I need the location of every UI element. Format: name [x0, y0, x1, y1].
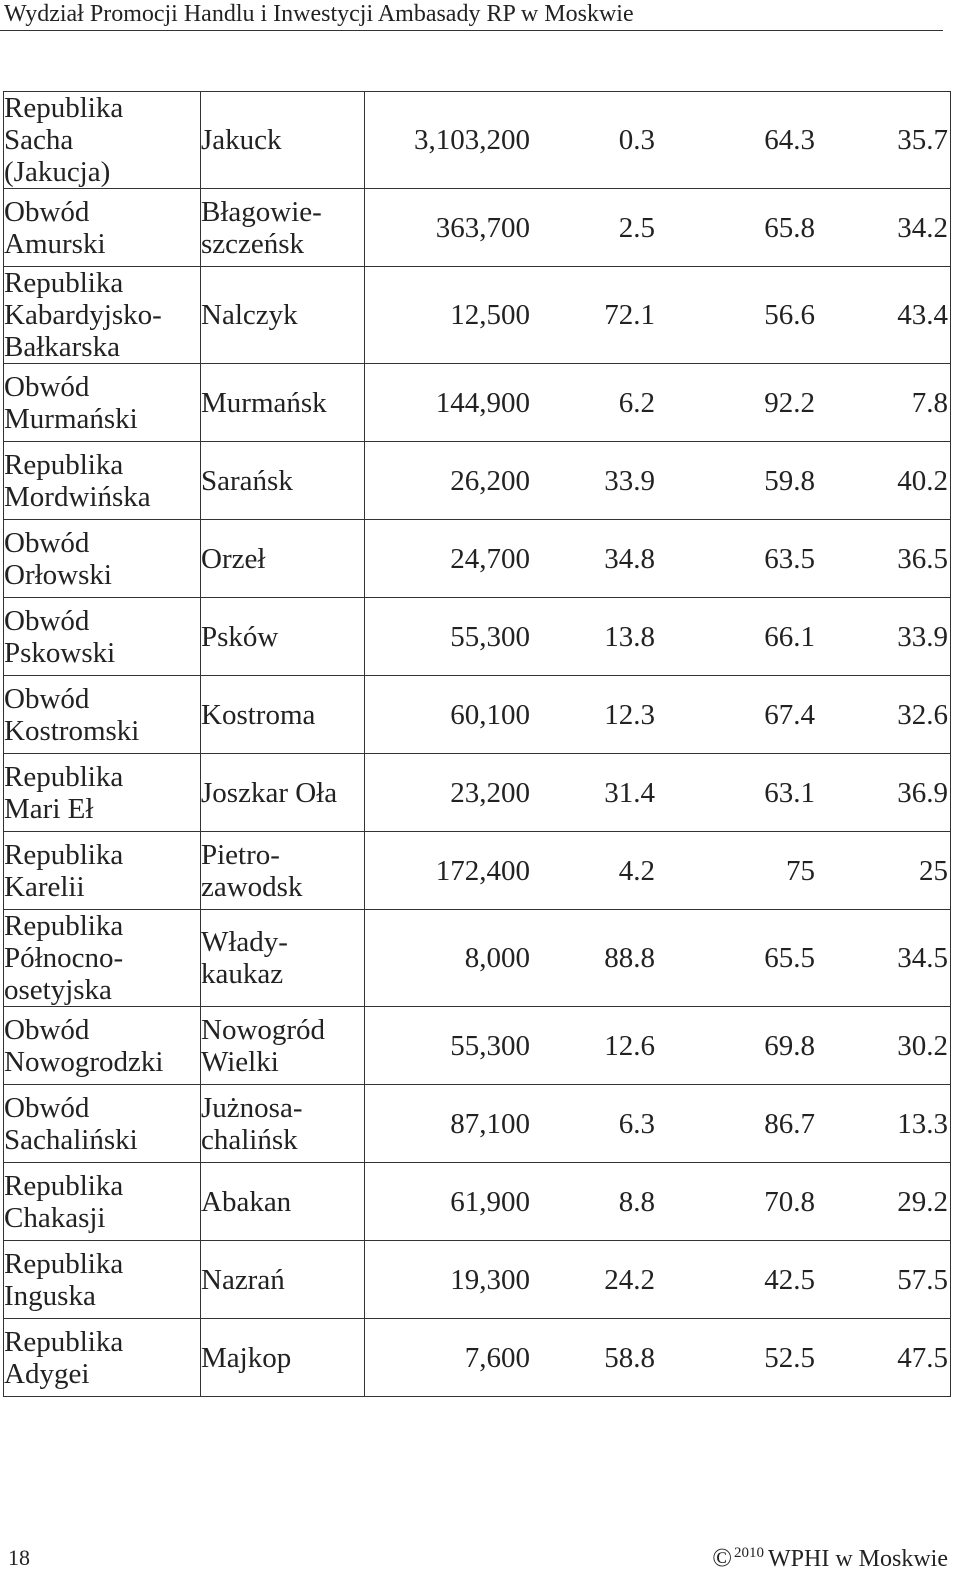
population-value: 61,900	[450, 1185, 530, 1218]
value-2: 69.8	[764, 1029, 815, 1062]
value-3: 30.2	[897, 1029, 948, 1062]
value-1: 4.2	[618, 854, 655, 887]
value-3: 36.9	[897, 776, 948, 809]
value-1: 6.2	[618, 386, 655, 419]
region-cell: Republika Adygei	[4, 1319, 201, 1397]
value-1: 24.2	[604, 1263, 655, 1296]
population-value: 55,300	[450, 620, 530, 653]
table-row	[4, 1319, 951, 1397]
values-cell	[365, 442, 951, 520]
population-value: 60,100	[450, 698, 530, 731]
city-cell: Włady- kaukaz	[201, 910, 365, 1007]
population-value: 12,500	[450, 299, 530, 331]
population-value: 26,200	[450, 464, 530, 497]
city-cell: Nowogród Wielki	[201, 1007, 365, 1085]
values-cell	[365, 1241, 951, 1319]
page-header	[0, 0, 943, 31]
population-value: 23,200	[450, 776, 530, 809]
value-2: 70.8	[764, 1185, 815, 1218]
region-cell: Republika Sacha (Jakucja)	[4, 92, 201, 189]
city-cell: Abakan	[201, 1163, 365, 1241]
footer-copyright	[712, 1543, 948, 1573]
table-row	[4, 1163, 951, 1241]
city-cell: Kostroma	[201, 676, 365, 754]
region-cell: Obwód Nowogrodzki	[4, 1007, 201, 1085]
city-cell: Nalczyk	[201, 267, 365, 364]
region-cell: Obwód Murmański	[4, 364, 201, 442]
city-cell: Orzeł	[201, 520, 365, 598]
table-row	[4, 1007, 951, 1085]
population-value: 8,000	[464, 942, 530, 974]
value-2: 63.5	[764, 542, 815, 575]
copyright-icon: ©	[712, 1543, 732, 1572]
table-row	[4, 832, 951, 910]
city-cell: Psków	[201, 598, 365, 676]
value-3: 34.5	[897, 942, 948, 974]
table-row	[4, 520, 951, 598]
value-1: 72.1	[604, 299, 655, 331]
values-cell	[365, 910, 951, 1007]
table-row	[4, 92, 951, 189]
value-3: 33.9	[897, 620, 948, 653]
value-3: 36.5	[897, 542, 948, 575]
region-cell: Republika Północno- osetyjska	[4, 910, 201, 1007]
table-row	[4, 754, 951, 832]
table-row	[4, 189, 951, 267]
value-1: 6.3	[618, 1107, 655, 1140]
region-cell: Obwód Pskowski	[4, 598, 201, 676]
table-row	[4, 364, 951, 442]
region-cell: Republika Mari Eł	[4, 754, 201, 832]
value-3: 32.6	[897, 698, 948, 731]
region-cell: Republika Karelii	[4, 832, 201, 910]
value-3: 57.5	[897, 1263, 948, 1296]
value-1: 13.8	[604, 620, 655, 653]
table-row	[4, 1241, 951, 1319]
value-3: 40.2	[897, 464, 948, 497]
population-value: 7,600	[464, 1341, 530, 1374]
city-cell: Jużnosa- chalińsk	[201, 1085, 365, 1163]
page-number: 18	[8, 1545, 30, 1570]
value-1: 88.8	[604, 942, 655, 974]
value-3: 47.5	[897, 1341, 948, 1374]
value-1: 12.6	[604, 1029, 655, 1062]
population-value: 3,103,200	[414, 124, 530, 156]
region-cell: Republika Kabardyjsko- Bałkarska	[4, 267, 201, 364]
value-3: 35.7	[897, 124, 948, 156]
city-cell: Joszkar Oła	[201, 754, 365, 832]
region-cell: Republika Inguska	[4, 1241, 201, 1319]
value-1: 34.8	[604, 542, 655, 575]
value-2: 92.2	[764, 386, 815, 419]
region-cell: Republika Chakasji	[4, 1163, 201, 1241]
copyright-year: 2010	[734, 1545, 764, 1561]
region-cell: Republika Mordwińska	[4, 442, 201, 520]
value-1: 0.3	[618, 124, 655, 156]
value-2: 59.8	[764, 464, 815, 497]
regions-table	[3, 91, 951, 1397]
value-2: 56.6	[764, 299, 815, 331]
value-2: 75	[786, 854, 815, 887]
values-cell	[365, 267, 951, 364]
city-cell: Nazrań	[201, 1241, 365, 1319]
values-cell	[365, 754, 951, 832]
value-2: 64.3	[764, 124, 815, 156]
values-cell	[365, 364, 951, 442]
value-3: 7.8	[911, 386, 948, 419]
city-cell: Majkop	[201, 1319, 365, 1397]
values-cell	[365, 92, 951, 189]
value-3: 29.2	[897, 1185, 948, 1218]
values-cell	[365, 189, 951, 267]
values-cell	[365, 676, 951, 754]
population-value: 172,400	[435, 854, 530, 887]
value-1: 33.9	[604, 464, 655, 497]
table-row	[4, 598, 951, 676]
population-value: 19,300	[450, 1263, 530, 1296]
city-cell: Pietro- zawodsk	[201, 832, 365, 910]
value-1: 31.4	[604, 776, 655, 809]
value-1: 2.5	[618, 211, 655, 244]
values-cell	[365, 1319, 951, 1397]
table-row	[4, 1085, 951, 1163]
population-value: 363,700	[435, 211, 530, 244]
values-cell	[365, 1007, 951, 1085]
table-row	[4, 676, 951, 754]
value-1: 12.3	[604, 698, 655, 731]
values-cell	[365, 832, 951, 910]
value-3: 25	[919, 854, 948, 887]
population-value: 144,900	[435, 386, 530, 419]
region-cell: Obwód Sachaliński	[4, 1085, 201, 1163]
value-2: 65.5	[764, 942, 815, 974]
value-2: 65.8	[764, 211, 815, 244]
population-value: 55,300	[450, 1029, 530, 1062]
population-value: 87,100	[450, 1107, 530, 1140]
population-value: 24,700	[450, 542, 530, 575]
value-2: 52.5	[764, 1341, 815, 1374]
table-row	[4, 910, 951, 1007]
value-3: 43.4	[897, 299, 948, 331]
values-cell	[365, 598, 951, 676]
values-cell	[365, 1085, 951, 1163]
value-2: 67.4	[764, 698, 815, 731]
city-cell: Jakuck	[201, 92, 365, 189]
value-2: 42.5	[764, 1263, 815, 1296]
value-3: 13.3	[897, 1107, 948, 1140]
value-1: 8.8	[618, 1185, 655, 1218]
value-2: 63.1	[764, 776, 815, 809]
region-cell: Obwód Orłowski	[4, 520, 201, 598]
header-title: Wydział Promocji Handlu i Inwestycji Ambasady RP w Moskwie	[4, 1, 634, 27]
value-1: 58.8	[604, 1341, 655, 1374]
value-2: 66.1	[764, 620, 815, 653]
region-cell: Obwód Kostromski	[4, 676, 201, 754]
values-cell	[365, 520, 951, 598]
table-row	[4, 442, 951, 520]
city-cell: Sarańsk	[201, 442, 365, 520]
value-2: 86.7	[764, 1107, 815, 1140]
table-row	[4, 267, 951, 364]
value-3: 34.2	[897, 211, 948, 244]
city-cell: Murmańsk	[201, 364, 365, 442]
publisher-name: WPHI w Moskwie	[768, 1546, 948, 1572]
city-cell: Błagowie- szczeńsk	[201, 189, 365, 267]
values-cell	[365, 1163, 951, 1241]
region-cell: Obwód Amurski	[4, 189, 201, 267]
